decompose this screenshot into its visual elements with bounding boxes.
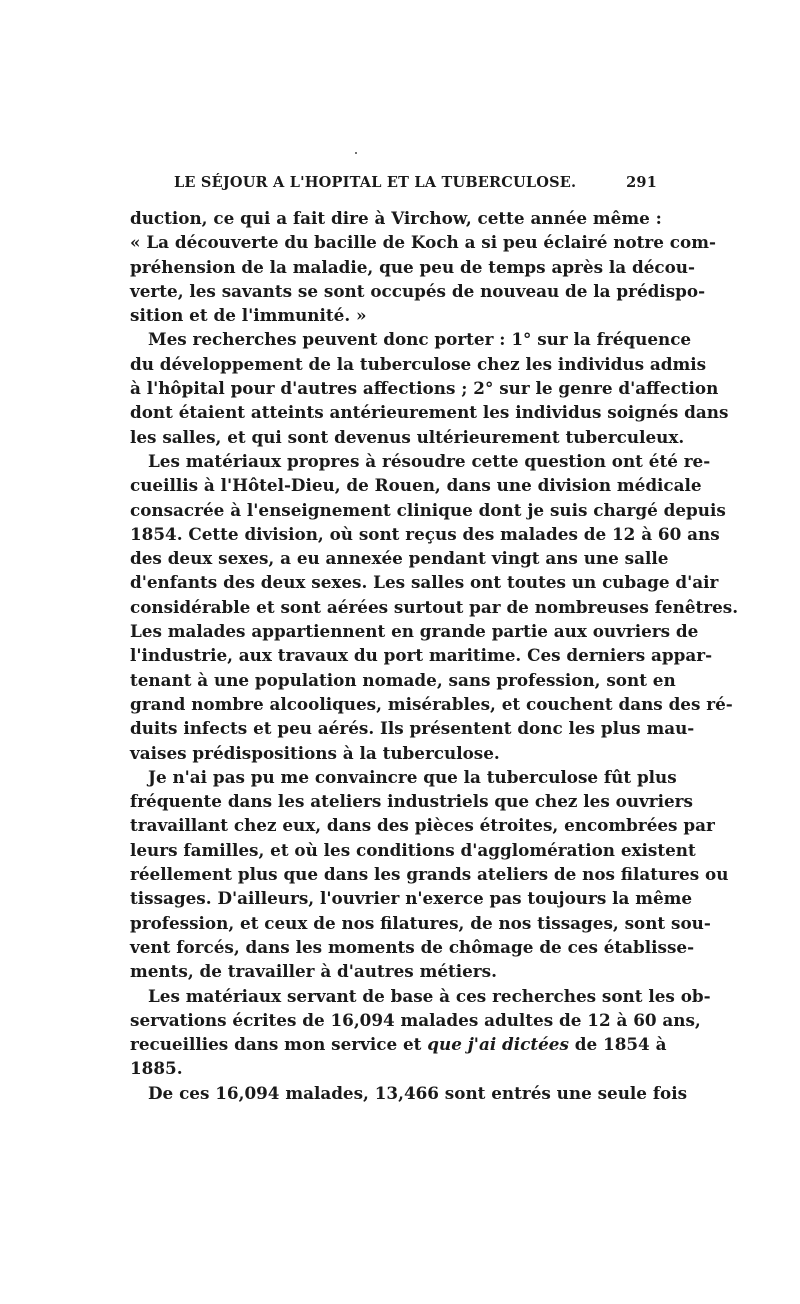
text-line: d'enfants des deux sexes. Les salles ont toutes un cubage d'air <box>130 572 719 593</box>
text-line: des deux sexes, a eu annexée pendant vingt ans une salle <box>130 548 669 569</box>
text-line: sition et de l'immunité. » <box>130 305 367 326</box>
text-line: du développement de la tuberculose chez les individus admis <box>130 353 707 374</box>
body-text <box>130 206 739 1105</box>
text-line: ments, de travailler à d'autres métiers. <box>130 961 497 982</box>
running-header <box>130 170 657 196</box>
text-line: leurs familles, et où les conditions d'agglomération existent <box>130 839 696 860</box>
text-line: préhension de la maladie, que peu de temps après la décou- <box>130 256 695 277</box>
text-line: considérable et sont aérées surtout par de nombreuses fenêtres. <box>130 596 739 617</box>
text-line: fréquente dans les ateliers industriels que chez les ouvriers <box>130 791 693 812</box>
text-line: recueillies dans mon service et que j'ai dictées de 1854 à <box>130 1034 667 1055</box>
text-line: à l'hôpital pour d'autres affections ; 2° sur le genre d'affection <box>130 378 719 399</box>
running-title: LE SÉJOUR A L'HOPITAL ET LA TUBERCULOSE. <box>174 174 577 191</box>
paragraph-first-line: Je n'ai pas pu me convaincre que la tuberculose fût plus <box>148 766 677 787</box>
text-line: profession, et ceux de nos filatures, de nos tissages, sont sou- <box>130 912 711 933</box>
text-line: cueillis à l'Hôtel-Dieu, de Rouen, dans une division médicale <box>130 475 702 496</box>
text-line: réellement plus que dans les grands ateliers de nos filatures ou <box>130 864 729 885</box>
text-line: « La découverte du bacille de Koch a si peu éclairé notre com- <box>130 232 716 253</box>
text-line: servations écrites de 16,094 malades adultes de 12 à 60 ans, <box>130 1009 701 1030</box>
text-line: l'industrie, aux travaux du port maritime. Ces derniers appar- <box>130 645 713 666</box>
page-number: 291 <box>626 174 657 191</box>
text-line: les salles, et qui sont devenus ultérieurement tuberculeux. <box>130 426 685 447</box>
text-line: dont étaient atteints antérieurement les individus soignés dans <box>130 402 729 423</box>
text-line: travaillant chez eux, dans des pièces étroites, encombrées par <box>130 815 715 836</box>
text-line: 1885. <box>130 1058 183 1079</box>
text-line: tenant à une population nomade, sans profession, sont en <box>130 669 676 690</box>
text-line: duction, ce qui a fait dire à Virchow, cette année même : <box>130 208 662 228</box>
text-line: vent forcés, dans les moments de chômage de ces établisse- <box>130 936 695 957</box>
text-line: tissages. D'ailleurs, l'ouvrier n'exerce pas toujours la même <box>130 888 693 909</box>
text-line: Les malades appartiennent en grande partie aux ouvriers de <box>130 621 699 642</box>
text-line: verte, les savants se sont occupés de nouveau de la prédispo- <box>130 280 706 301</box>
paragraph-first-line: Mes recherches peuvent donc porter : 1° sur la fréquence <box>148 329 692 350</box>
paragraph-first-line: De ces 16,094 malades, 13,466 sont entrés une seule fois <box>148 1082 688 1103</box>
text-line: 1854. Cette division, où sont reçus des malades de 12 à 60 ans <box>130 523 720 544</box>
paragraph-first-line: Les matériaux servant de base à ces recherches sont les ob- <box>148 985 711 1006</box>
text-line: consacrée à l'enseignement clinique dont je suis chargé depuis <box>130 499 726 520</box>
paragraph-first-line: Les matériaux propres à résoudre cette question ont été re- <box>148 450 711 471</box>
printing-speck <box>355 152 357 154</box>
text-line: grand nombre alcooliques, misérables, et couchent dans des ré- <box>130 693 733 714</box>
text-line: vaises prédispositions à la tuberculose. <box>130 742 500 763</box>
italic-phrase: que j'ai dictées <box>427 1034 569 1055</box>
text-line: duits infects et peu aérés. Ils présentent donc les plus mau- <box>130 718 695 739</box>
